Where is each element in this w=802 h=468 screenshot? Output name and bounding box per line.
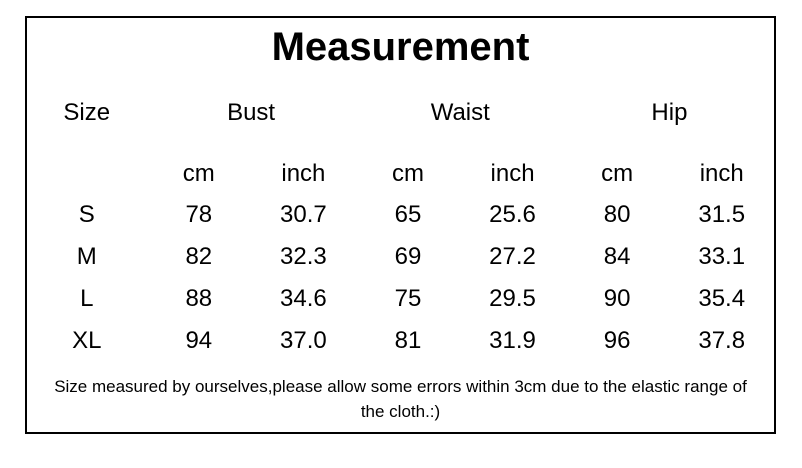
table-cell: 69 — [394, 243, 422, 270]
table-cell: 84 — [603, 243, 631, 270]
page-title: Measurement — [271, 25, 530, 69]
table-cell: 75 — [394, 285, 422, 312]
table-cell: 31.5 — [698, 201, 746, 228]
table-row — [27, 320, 774, 362]
unit-label-waist-cm: cm — [391, 160, 424, 187]
table-cell: 82 — [185, 243, 213, 270]
size-label: L — [80, 285, 94, 312]
table-cell: 90 — [603, 285, 631, 312]
footer-line-2: the cloth.:) — [360, 402, 441, 421]
unit-label-waist-inch: inch — [490, 160, 535, 187]
column-header-size: Size — [63, 99, 111, 126]
table-cell: 29.5 — [489, 285, 536, 312]
footer-line-1: Size measured by ourselves,please allow some errors within 3cm due to the elastic range of — [54, 377, 747, 396]
table-cell: 80 — [603, 201, 631, 228]
spacer — [27, 154, 147, 194]
table-cell: 35.4 — [698, 285, 746, 312]
table-cell: 94 — [185, 327, 213, 354]
size-label: S — [78, 201, 95, 228]
column-header-hip: Hip — [651, 99, 688, 126]
unit-label-hip-inch: inch — [699, 160, 744, 187]
table-cell: 31.9 — [489, 327, 536, 354]
column-header-waist: Waist — [430, 99, 490, 126]
unit-label-bust-cm: cm — [182, 160, 215, 187]
table-cell: 32.3 — [280, 243, 327, 270]
table-cell: 78 — [185, 201, 213, 228]
size-table — [27, 88, 774, 362]
column-header-bust: Bust — [227, 99, 276, 126]
table-row — [27, 194, 774, 236]
table-cell: 88 — [185, 285, 213, 312]
table-cell: 81 — [394, 327, 422, 354]
spacer-row — [27, 138, 774, 154]
table-cell: 37.8 — [698, 327, 746, 354]
measurement-panel — [25, 16, 776, 434]
size-label: M — [76, 243, 97, 270]
spacer — [27, 138, 774, 154]
table-cell: 34.6 — [280, 285, 327, 312]
table-cell: 96 — [603, 327, 631, 354]
table-cell: 37.0 — [280, 327, 327, 354]
unit-label-bust-inch: inch — [281, 160, 326, 187]
size-label: XL — [72, 327, 102, 354]
table-row — [27, 236, 774, 278]
unit-row — [27, 154, 774, 194]
unit-label-hip-cm: cm — [601, 160, 634, 187]
table-cell: 33.1 — [698, 243, 746, 270]
table-cell: 27.2 — [489, 243, 536, 270]
table-cell: 30.7 — [280, 201, 327, 228]
table-cell: 65 — [394, 201, 422, 228]
footer-note — [27, 374, 774, 424]
table-cell: 25.6 — [489, 201, 536, 228]
header-row — [27, 88, 774, 138]
table-row — [27, 278, 774, 320]
